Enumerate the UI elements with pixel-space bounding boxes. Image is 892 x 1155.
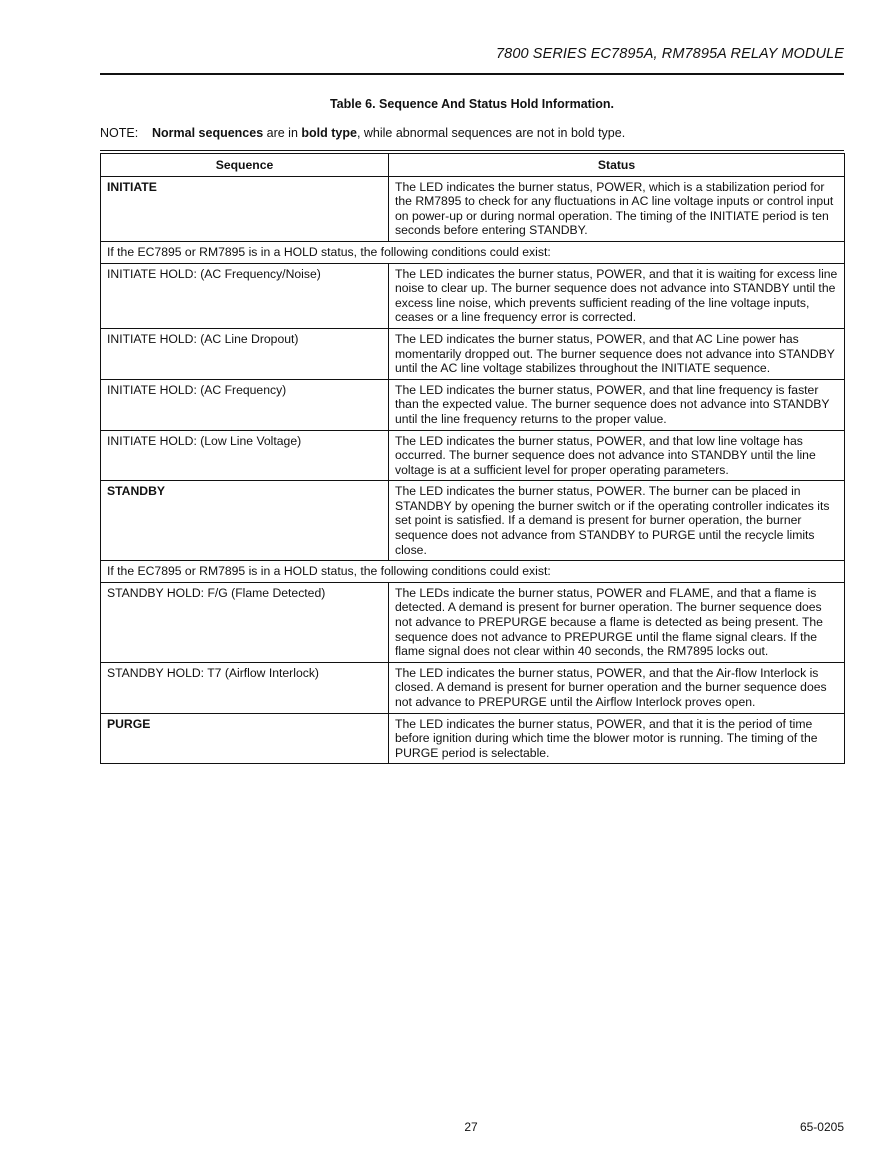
hold-condition-row	[101, 241, 845, 263]
table-row	[101, 582, 845, 662]
table-row	[101, 379, 845, 430]
running-header: 7800 SERIES EC7895A, RM7895A RELAY MODULE	[496, 46, 844, 62]
status-cell: The LED indicates the burner status, POWER, and that AC Line power has momentarily dropped out. The burner sequence does not advance into STANDBY until the AC line voltage stabilizes throughout the INITIATE sequence.	[389, 328, 845, 379]
note-bold-type: bold type	[301, 126, 357, 140]
sequence-cell: INITIATE HOLD: (AC Frequency)	[101, 379, 389, 430]
header-sequence: Sequence	[101, 154, 389, 177]
sequence-cell: PURGE	[101, 713, 389, 764]
sequence-cell: STANDBY HOLD: T7 (Airflow Interlock)	[101, 662, 389, 713]
sequence-cell: STANDBY HOLD: F/G (Flame Detected)	[101, 582, 389, 662]
note-text-1: are in	[263, 126, 302, 140]
note	[100, 126, 844, 140]
hold-condition-cell: If the EC7895 or RM7895 is in a HOLD status, the following conditions could exist:	[101, 241, 845, 263]
hold-condition-cell: If the EC7895 or RM7895 is in a HOLD status, the following conditions could exist:	[101, 561, 845, 583]
table-row	[101, 176, 845, 241]
status-cell: The LED indicates the burner status, POWER, and that low line voltage has occurred. The burner sequence does not advance into STANDBY until the line voltage is at a sufficient level for proper operating parameters.	[389, 430, 845, 481]
status-cell: The LED indicates the burner status, POWER, and that the Air-flow Interlock is closed. A demand is present for burner operation and the burner sequence does not advance to PREPURGE until the Airflow Interlock proves open.	[389, 662, 845, 713]
status-cell: The LED indicates the burner status, POWER, and that line frequency is faster than the expected value. The burner sequence does not advance into STANDBY until the line frequency returns to the proper value.	[389, 379, 845, 430]
sequence-cell: STANDBY	[101, 481, 389, 561]
note-bold-normal-sequences: Normal sequences	[152, 126, 264, 140]
sequence-status-table	[100, 153, 845, 764]
table-row	[101, 263, 845, 328]
table-row	[101, 328, 845, 379]
note-text-2: , while abnormal sequences are not in bold type.	[356, 126, 626, 140]
header-status: Status	[389, 154, 845, 177]
status-cell: The LED indicates the burner status, POWER, which is a stabilization period for the RM7895 to check for any fluctuations in AC line voltage inputs or control input on power-up or during normal operation. The timing of the INITIATE period is ten seconds before entering STANDBY.	[389, 176, 845, 241]
header-rule	[100, 73, 844, 75]
table-header-row	[101, 154, 845, 177]
note-label: NOTE:	[100, 126, 139, 140]
hold-condition-row	[101, 561, 845, 583]
table-top-rule	[100, 150, 844, 151]
sequence-cell: INITIATE	[101, 176, 389, 241]
status-cell: The LED indicates the burner status, POWER. The burner can be placed in STANDBY by opening the burner switch or if the operating controller indicates its set point is satisfied. If a demand is present for burner operation, the burner sequence does not advance from STANDBY to PURGE until the recycle limits close.	[389, 481, 845, 561]
page-number: 27	[464, 1120, 478, 1134]
table-row	[101, 662, 845, 713]
table-row	[101, 481, 845, 561]
sequence-cell: INITIATE HOLD: (AC Line Dropout)	[101, 328, 389, 379]
status-cell: The LED indicates the burner status, POWER, and that it is waiting for excess line noise to clear up. The burner sequence does not advance into STANDBY until the excess line noise, which prevents sufficient reading of the line voltage inputs, ceases or a line frequency error is corrected.	[389, 263, 845, 328]
sequence-cell: INITIATE HOLD: (Low Line Voltage)	[101, 430, 389, 481]
status-cell: The LEDs indicate the burner status, POWER and FLAME, and that a flame is detected. A demand is present for burner operation. The burner sequence does not advance to PREPURGE because a flame is detected as being present. The sequence does not advance to PREPURGE until the flame signal clears. If the flame signal does not clear within 40 seconds, the RM7895 locks out.	[389, 582, 845, 662]
document-number: 65-0205	[799, 1120, 844, 1134]
sequence-cell: INITIATE HOLD: (AC Frequency/Noise)	[101, 263, 389, 328]
table-row	[101, 713, 845, 764]
status-cell: The LED indicates the burner status, POWER, and that it is the period of time before ignition during which time the blower motor is running. The timing of the PURGE period is selectable.	[389, 713, 845, 764]
table-row	[101, 430, 845, 481]
table-title: Table 6. Sequence And Status Hold Information.	[329, 97, 615, 111]
